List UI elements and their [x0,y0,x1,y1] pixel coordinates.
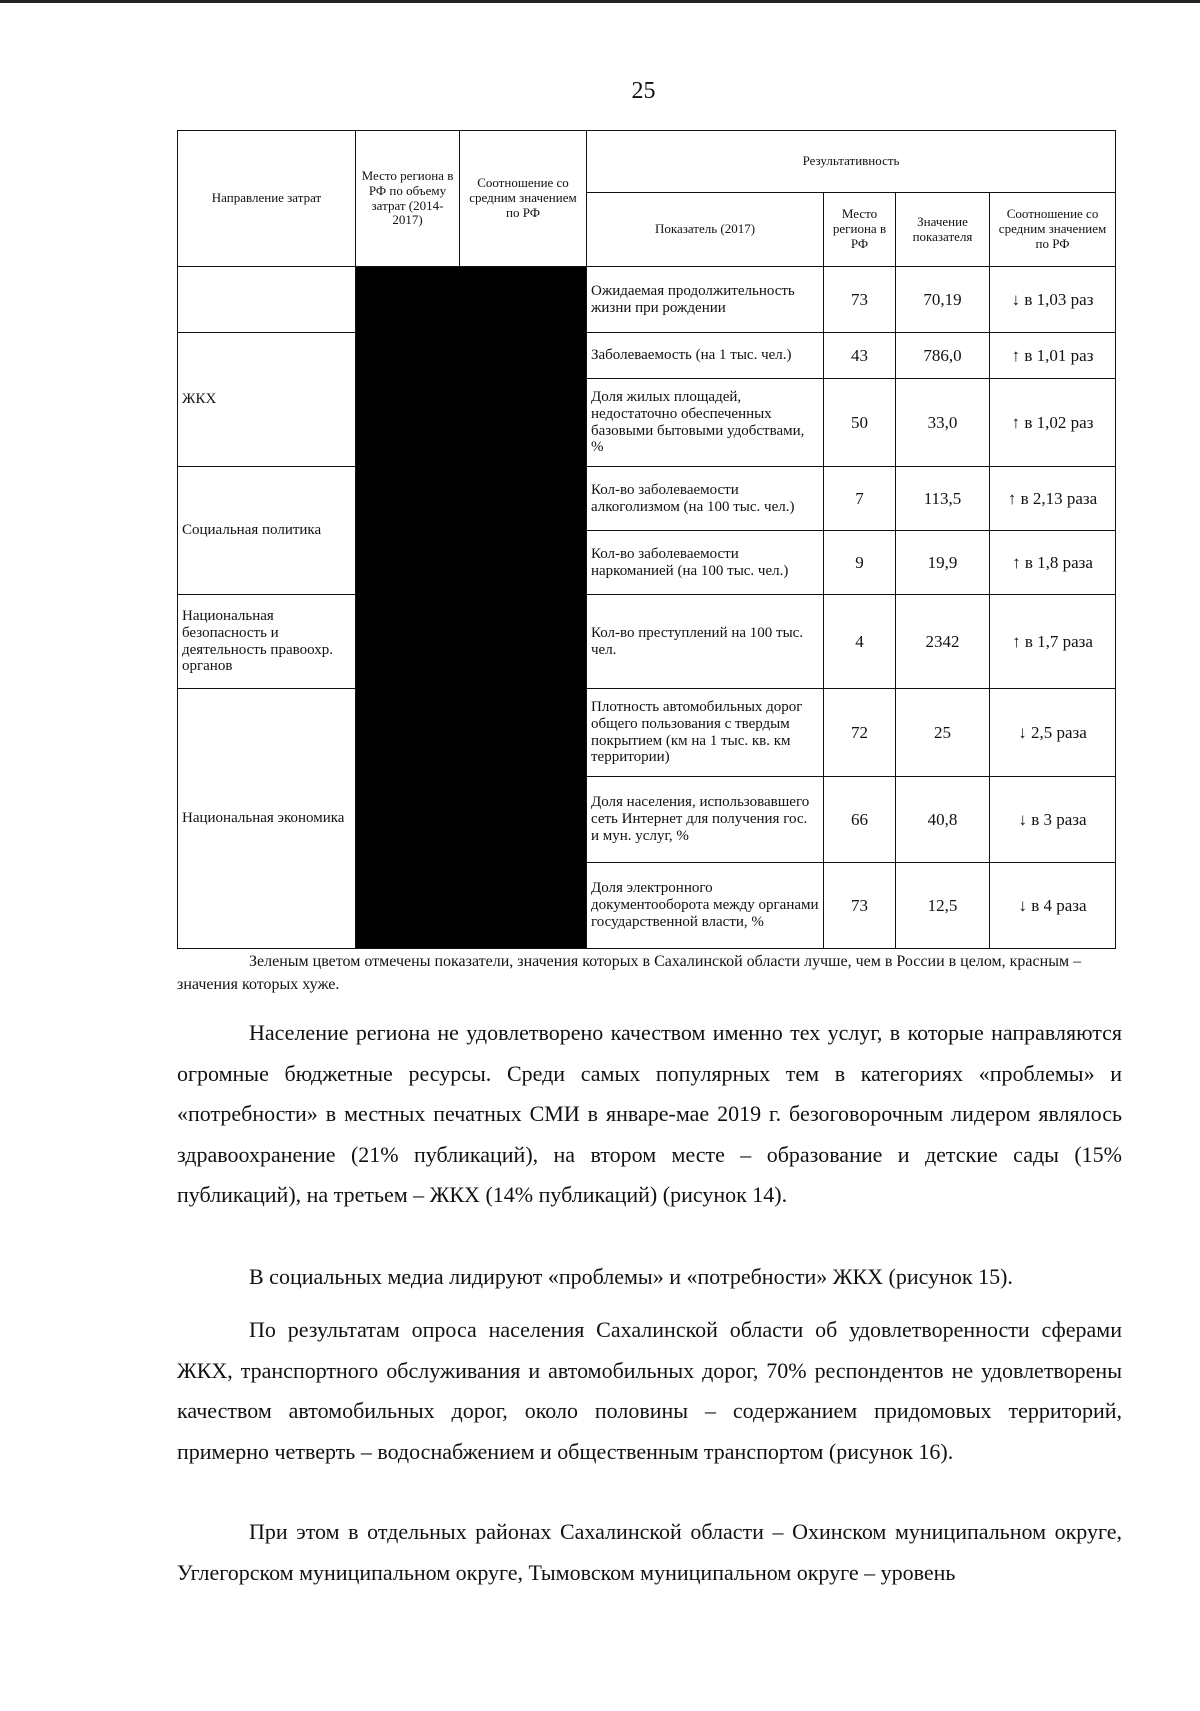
table-row [178,689,1116,777]
indicator-cell: Доля населения, использовавшего сеть Интернет для получения гос. и мун. услуг, % [587,777,824,863]
place-cell: 66 [824,777,896,863]
header-indicator-value: Значение показателя [896,193,990,267]
value-cell: 2342 [896,595,990,689]
header-performance: Результативность [587,131,1116,193]
indicator-cell: Кол-во заболеваемости наркоманией (на 100 тыс. чел.) [587,531,824,595]
value-cell: 786,0 [896,333,990,379]
table-row [178,267,1116,333]
ratio-cell: ↑ в 1,7 раза [990,595,1116,689]
place-cell: 73 [824,267,896,333]
ratio-cell: ↓ в 1,03 раз [990,267,1116,333]
ratio-cell: ↓ 2,5 раза [990,689,1116,777]
direction-cell: Социальная политика [178,467,356,595]
indicator-cell: Заболеваемость (на 1 тыс. чел.) [587,333,824,379]
value-cell: 70,19 [896,267,990,333]
ratio-cell: ↑ в 1,02 раз [990,379,1116,467]
paragraph: По результатам опроса населения Сахалинской области об удовлетворенности сферами ЖКХ, транспортного обслуживания и автомобильных дорог, 70% респондентов не удовлетворены качеством автомобильных дорог, около половины – содержанием придомовых территорий, примерно четверть – водоснабжением и общественным транспортом (рисунок 16). [177,1317,1122,1464]
value-cell: 113,5 [896,467,990,531]
page-number: 25 [631,78,656,104]
indicator-cell: Доля жилых площадей, недостаточно обеспеченных базовыми бытовыми удобствами, % [587,379,824,467]
indicator-cell: Доля электронного документооборота между органами государственной власти, % [587,863,824,949]
value-cell: 19,9 [896,531,990,595]
header-indicator: Показатель (2017) [587,193,824,267]
direction-cell: Национальная безопасность и деятельность правоохр. органов [178,595,356,689]
table-row [178,333,1116,379]
table-row [178,595,1116,689]
indicator-cell: Плотность автомобильных дорог общего пользования с твердым покрытием (км на 1 тыс. кв. км территории) [587,689,824,777]
place-cell: 50 [824,379,896,467]
place-cell: 43 [824,333,896,379]
direction-cell: ЖКХ [178,333,356,467]
value-cell: 33,0 [896,379,990,467]
paragraph: При этом в отдельных районах Сахалинской области – Охинском муниципальном округе, Углегорском муниципальном округе, Тымовском муниципальном округе – уровень [177,1519,1122,1585]
ratio-cell: ↑ в 1,8 раза [990,531,1116,595]
header-place-expenses: Место региона в РФ по объему затрат (2014-2017) [356,131,460,267]
paragraph: В социальных медиа лидируют «проблемы» и «потребности» ЖКХ (рисунок 15). [249,1264,1013,1289]
table-caption: Зеленым цветом отмечены показатели, значения которых в Сахалинской области лучше, чем в России в целом, красным – значения которых хуже. [177,953,1082,993]
blacked-out-cells [356,267,587,949]
header-ratio-average-2: Соотношение со средним значением по РФ [990,193,1116,267]
value-cell: 25 [896,689,990,777]
place-cell: 4 [824,595,896,689]
paragraph: Население региона не удовлетворено качеством именно тех услуг, в которые направляются огромные бюджетные ресурсы. Среди самых популярных тем в категориях «проблемы» и «потребности» в местных печатных СМИ в январе-мае 2019 г. безоговорочным лидером являлось здравоохранение (21% публикаций), на втором месте – образование и детские сады (15% публикаций), на третьем – ЖКХ (14% публикаций) (рисунок 14). [177,1020,1122,1207]
direction-cell: Национальная экономика [178,689,356,949]
table-row [178,467,1116,531]
place-cell: 73 [824,863,896,949]
ratio-cell: ↓ в 3 раза [990,777,1116,863]
ratio-cell: ↑ в 1,01 раз [990,333,1116,379]
indicator-cell: Ожидаемая продолжительность жизни при рождении [587,267,824,333]
place-cell: 72 [824,689,896,777]
header-direction: Направление затрат [178,131,356,267]
results-table [177,130,1116,949]
ratio-cell: ↑ в 2,13 раза [990,467,1116,531]
indicator-cell: Кол-во заболеваемости алкоголизмом (на 100 тыс. чел.) [587,467,824,531]
top-border-line [0,0,1200,3]
ratio-cell: ↓ в 4 раза [990,863,1116,949]
indicator-cell: Кол-во преступлений на 100 тыс. чел. [587,595,824,689]
value-cell: 40,8 [896,777,990,863]
header-place-region: Место региона в РФ [824,193,896,267]
header-ratio-average: Соотношение со средним значением по РФ [460,131,587,267]
place-cell: 9 [824,531,896,595]
direction-cell-empty [178,267,356,333]
place-cell: 7 [824,467,896,531]
value-cell: 12,5 [896,863,990,949]
